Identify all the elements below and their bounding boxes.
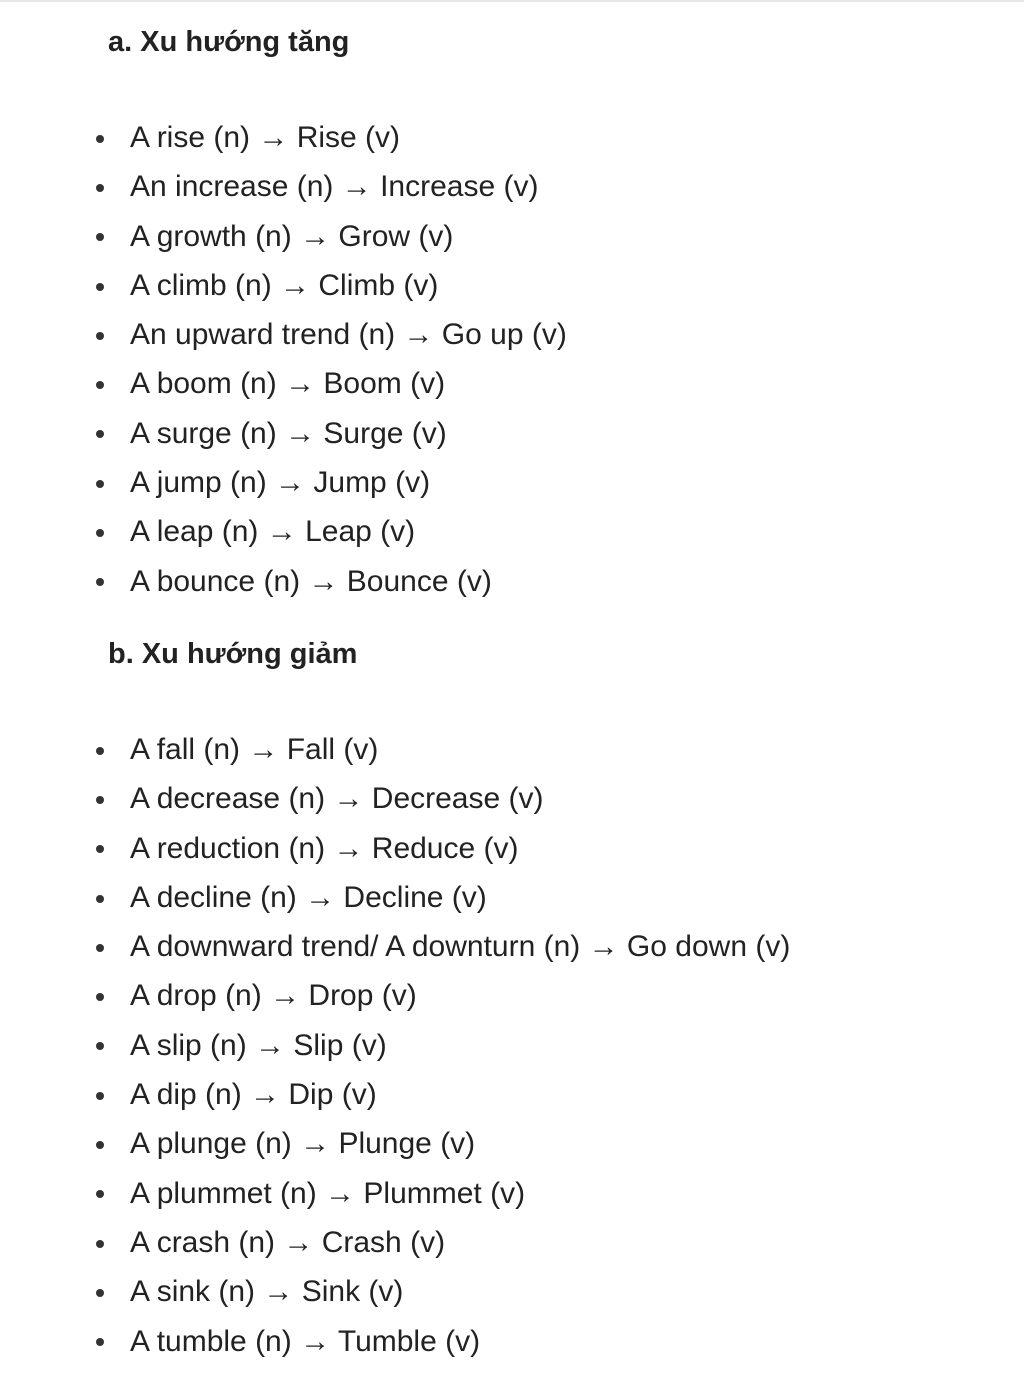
term-text: A decrease (n) → Decrease (v) <box>130 782 544 816</box>
list-item <box>0 409 567 458</box>
term-text: A surge (n) → Surge (v) <box>130 416 447 450</box>
term-text: A sink (n) → Sink (v) <box>130 1275 404 1309</box>
bullet-icon <box>96 135 104 143</box>
list-item <box>0 774 790 823</box>
bullet-icon <box>96 1141 104 1149</box>
section-heading-decrease: b. Xu hướng giảm <box>108 638 358 670</box>
list-item <box>0 310 567 359</box>
list-item <box>0 1317 790 1366</box>
bullet-icon <box>96 1190 104 1198</box>
term-text: A jump (n) → Jump (v) <box>130 466 431 500</box>
list-item <box>0 458 567 507</box>
list-item <box>0 359 567 408</box>
bullet-icon <box>96 332 104 340</box>
term-text: A slip (n) → Slip (v) <box>130 1028 387 1062</box>
list-item <box>0 725 790 774</box>
list-item <box>0 557 567 606</box>
section-heading-increase: a. Xu hướng tăng <box>108 26 350 58</box>
bullet-icon <box>96 1338 104 1346</box>
term-text: A leap (n) → Leap (v) <box>130 515 416 549</box>
term-text: A plunge (n) → Plunge (v) <box>130 1127 476 1161</box>
list-item <box>0 162 567 211</box>
list-item <box>0 1070 790 1119</box>
bullet-icon <box>96 1240 104 1248</box>
bullet-icon <box>96 845 104 853</box>
term-text: A tumble (n) → Tumble (v) <box>130 1324 481 1358</box>
list-item <box>0 824 790 873</box>
bullet-icon <box>96 944 104 952</box>
list-item <box>0 922 790 971</box>
bullet-icon <box>96 1092 104 1100</box>
term-text: A dip (n) → Dip (v) <box>130 1078 377 1112</box>
term-text: A downward trend/ A downturn (n) → Go down (v) <box>130 930 791 964</box>
list-item <box>0 261 567 310</box>
term-text: An increase (n) → Increase (v) <box>130 170 539 204</box>
list-item <box>0 1267 790 1316</box>
list-item <box>0 212 567 261</box>
list-item <box>0 971 790 1020</box>
term-text: A decline (n) → Decline (v) <box>130 880 487 914</box>
bullet-icon <box>96 895 104 903</box>
term-text: A boom (n) → Boom (v) <box>130 367 446 401</box>
term-text: A rise (n) → Rise (v) <box>130 121 401 154</box>
bullet-icon <box>96 283 104 291</box>
decrease-term-list <box>0 725 790 1366</box>
list-item <box>0 1021 790 1070</box>
term-text: A crash (n) → Crash (v) <box>130 1225 446 1259</box>
term-text: A fall (n) → Fall (v) <box>130 733 379 766</box>
bullet-icon <box>96 1289 104 1297</box>
term-text: A growth (n) → Grow (v) <box>130 219 454 253</box>
bullet-icon <box>96 796 104 804</box>
bullet-icon <box>96 1042 104 1050</box>
term-text: A plummet (n) → Plummet (v) <box>130 1176 526 1210</box>
term-text: A bounce (n) → Bounce (v) <box>130 564 492 598</box>
bullet-icon <box>96 184 104 192</box>
top-divider <box>0 0 1024 2</box>
term-text: An upward trend (n) → Go up (v) <box>130 318 567 352</box>
list-item <box>0 1119 790 1168</box>
bullet-icon <box>96 529 104 537</box>
list-item <box>0 1169 790 1218</box>
bullet-icon <box>96 480 104 488</box>
bullet-icon <box>96 747 104 755</box>
list-item <box>0 507 567 556</box>
list-item <box>0 1218 790 1267</box>
term-text: A reduction (n) → Reduce (v) <box>130 831 519 865</box>
list-item <box>0 113 567 162</box>
increase-term-list <box>0 113 567 606</box>
bullet-icon <box>96 233 104 241</box>
bullet-icon <box>96 381 104 389</box>
term-text: A climb (n) → Climb (v) <box>130 268 439 302</box>
bullet-icon <box>96 430 104 438</box>
bullet-icon <box>96 993 104 1001</box>
term-text: A drop (n) → Drop (v) <box>130 979 417 1013</box>
list-item <box>0 873 790 922</box>
bullet-icon <box>96 578 104 586</box>
